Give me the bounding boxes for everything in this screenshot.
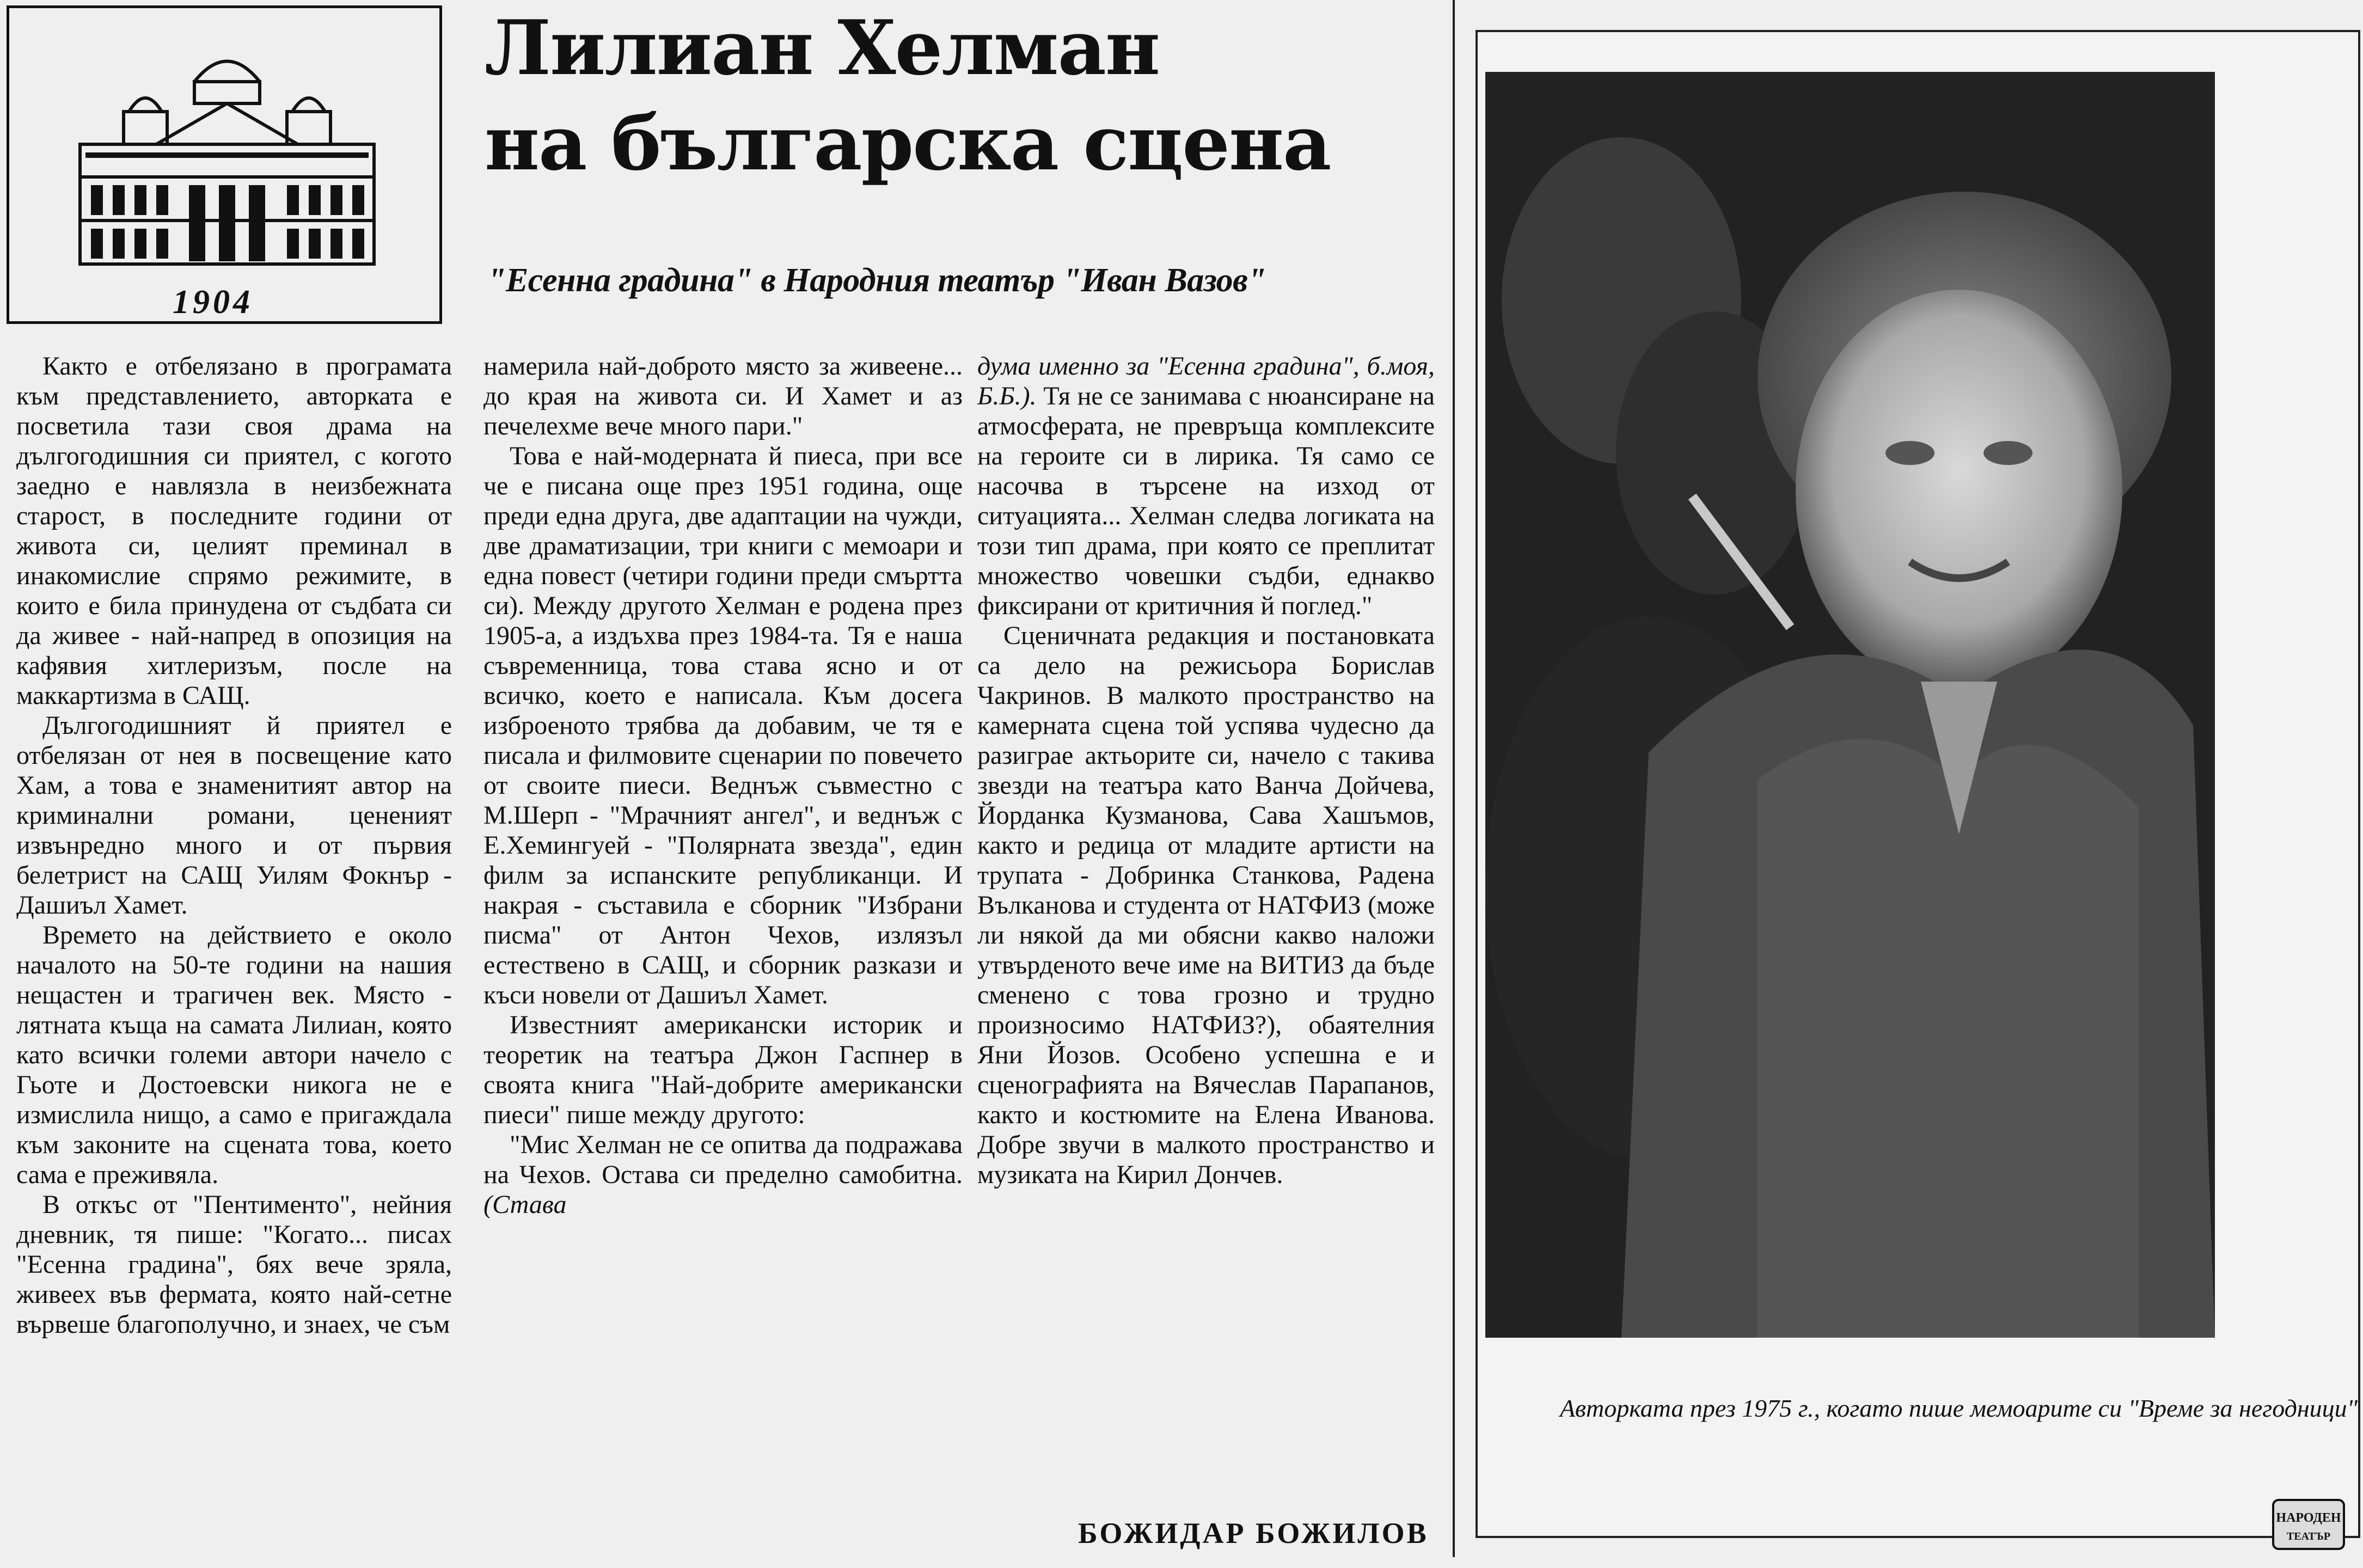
paragraph: Времето на действието е около началото на 50-те години на нашия нещастен и трагичен век. Място - лятната къща на самата Лилиан, която като всички големи автори начело с Гьоте и Достоевски никога не е измислила нищо, а само е пригаждала към законите на сцената това, което сама е преживяла. [16, 921, 452, 1189]
editor-note-start: (Става [483, 1190, 567, 1219]
theatre-stamp-icon [2270, 1497, 2347, 1552]
paragraph [483, 1130, 963, 1220]
paragraph: Сценичната редакция и постановката са дело на режисьора Борислав Чакринов. В малкото пространство на камерната сцена той успява чудесно да разиграе актьорите си, начело с такива звезди на театъра като Ванча Дойчева, Йорданка Кузманова, Сава Хашъмов, както и редица от младите артисти на трупата - Добринка Станкова, Радена Вълканова и студента от НАТФИЗ (може ли някой да ми обясни какво наложи утвърденото вече име на ВИТИЗ да бъде сменено с това грозно и трудно произносимо НАТФИЗ?), обаятелния Яни Йозов. Особено успешна е и сценографията на Вячеслав Парапанов, както и костюмите на Елена Иванова. Добре звучи в малкото пространство и музиката на Кирил Дончев. [977, 621, 1435, 1189]
paragraph: намерила най-доброто място за живеене... до края на живота си. И Хамет и аз печелехме вече много пари." [483, 352, 963, 440]
headline [485, 0, 1454, 191]
paragraph: Известният американски историк и теоретик на театъра Джон Гаспнер в своята книга "Най-добрите американски пиеси" пише между другото: [483, 1010, 963, 1129]
portrait-photo [1485, 72, 2215, 1338]
article-column-2 [483, 351, 963, 1220]
paragraph [977, 351, 1435, 621]
subheadline: "Есенна градина" в Народния театър "Иван Вазов" [487, 262, 1266, 299]
quote-text: Тя не се занимава с нюансиране на атмосферата, не превръща комплексите на героите си в лирика. Тя само се насочва в търсене на изход от ситуацията... Хелман следва логиката на този тип драма, при която се преплитат множество човешки съдби, еднакво фиксирани от критичния й поглед." [977, 382, 1435, 620]
headline-line-2: на българска сцена [485, 99, 1331, 187]
stamp-line-2: ТЕАТЪР [2286, 1530, 2331, 1542]
article-column-1 [16, 351, 452, 1339]
logo-year: 1904 [173, 284, 253, 321]
paragraph: Това е най-модерната й пиеса, при все че е писана още през 1951 година, още преди една друга, две адаптации на чужди, две драматизации, три книги с мемоари и една повест (четири години преди смъртта си). Между другото Хелман е родена през 1905-а, а издъхва през 1984-та. Тя е наша съвременница, това става ясно и от всичко, което е написала. Към досега изброеното трябва да добавим, че тя е писала и филмовите сценарии по повечето от своите пиеси. Веднъж съвместно с М.Шерп - "Мрачният ангел", и веднъж с Е.Хемингуей - "Полярната звезда", един филм за испанските републиканци. И накрая - съставила е сборник "Избрани писма" от Антон Чехов, излязъл естествено в САЩ, и сборник разкази и къси новели от Дашиъл Хамет. [483, 442, 963, 1009]
theatre-stamp [2270, 1497, 2347, 1552]
theatre-logo-box [7, 5, 442, 324]
paragraph: В откъс от "Пентименто", нейния дневник, тя пише: "Когато... писах "Есенна градина", бях вече зряла, живеех във фермата, която най-сетне вървеше благополучно, и знаех, че съм [16, 1190, 452, 1339]
article-column-3 [977, 351, 1435, 1190]
editor-note-end: дума именно за "Есенна градина", б.моя, Б.Б.). [977, 352, 1435, 411]
paragraph: Както е отбелязано в програмата към представлението, авторката е посветила тази своя драма на дългогодишния си приятел, с когото заедно е навлязла в неизбежната старост, в последните години от живота си, целият преминал в инакомислие спрямо режимите, в които е била принудена от съдбата си да живее - най-напред в опозиция на кафявия хитлеризъм, после на маккартизма в САЩ. [16, 352, 452, 710]
column-divider [1453, 0, 1455, 1557]
headline-line-1: Лилиан Хелман [485, 3, 1159, 92]
quote-text: "Мис Хелман не се опитва да подражава на Чехов. Остава си пределно самобитна. [483, 1130, 963, 1189]
portrait-image [1485, 72, 2215, 1338]
stamp-line-1: НАРОДЕН [2276, 1511, 2341, 1525]
author-byline: БОЖИДАР БОЖИЛОВ [1078, 1517, 1429, 1549]
photo-caption: Авторката през 1975 г., когато пише мемоарите си "Време за негодници" [1559, 1394, 2358, 1422]
paragraph: Дългогодишният й приятел е отбелязан от нея в посвещение като Хам, а това е знаменитият автор на криминални романи, ценeният извънредно много и от първия белетрист на САЩ Уилям Фокнър - Дашиъл Хамет. [16, 711, 452, 920]
theatre-building-icon [69, 30, 385, 275]
